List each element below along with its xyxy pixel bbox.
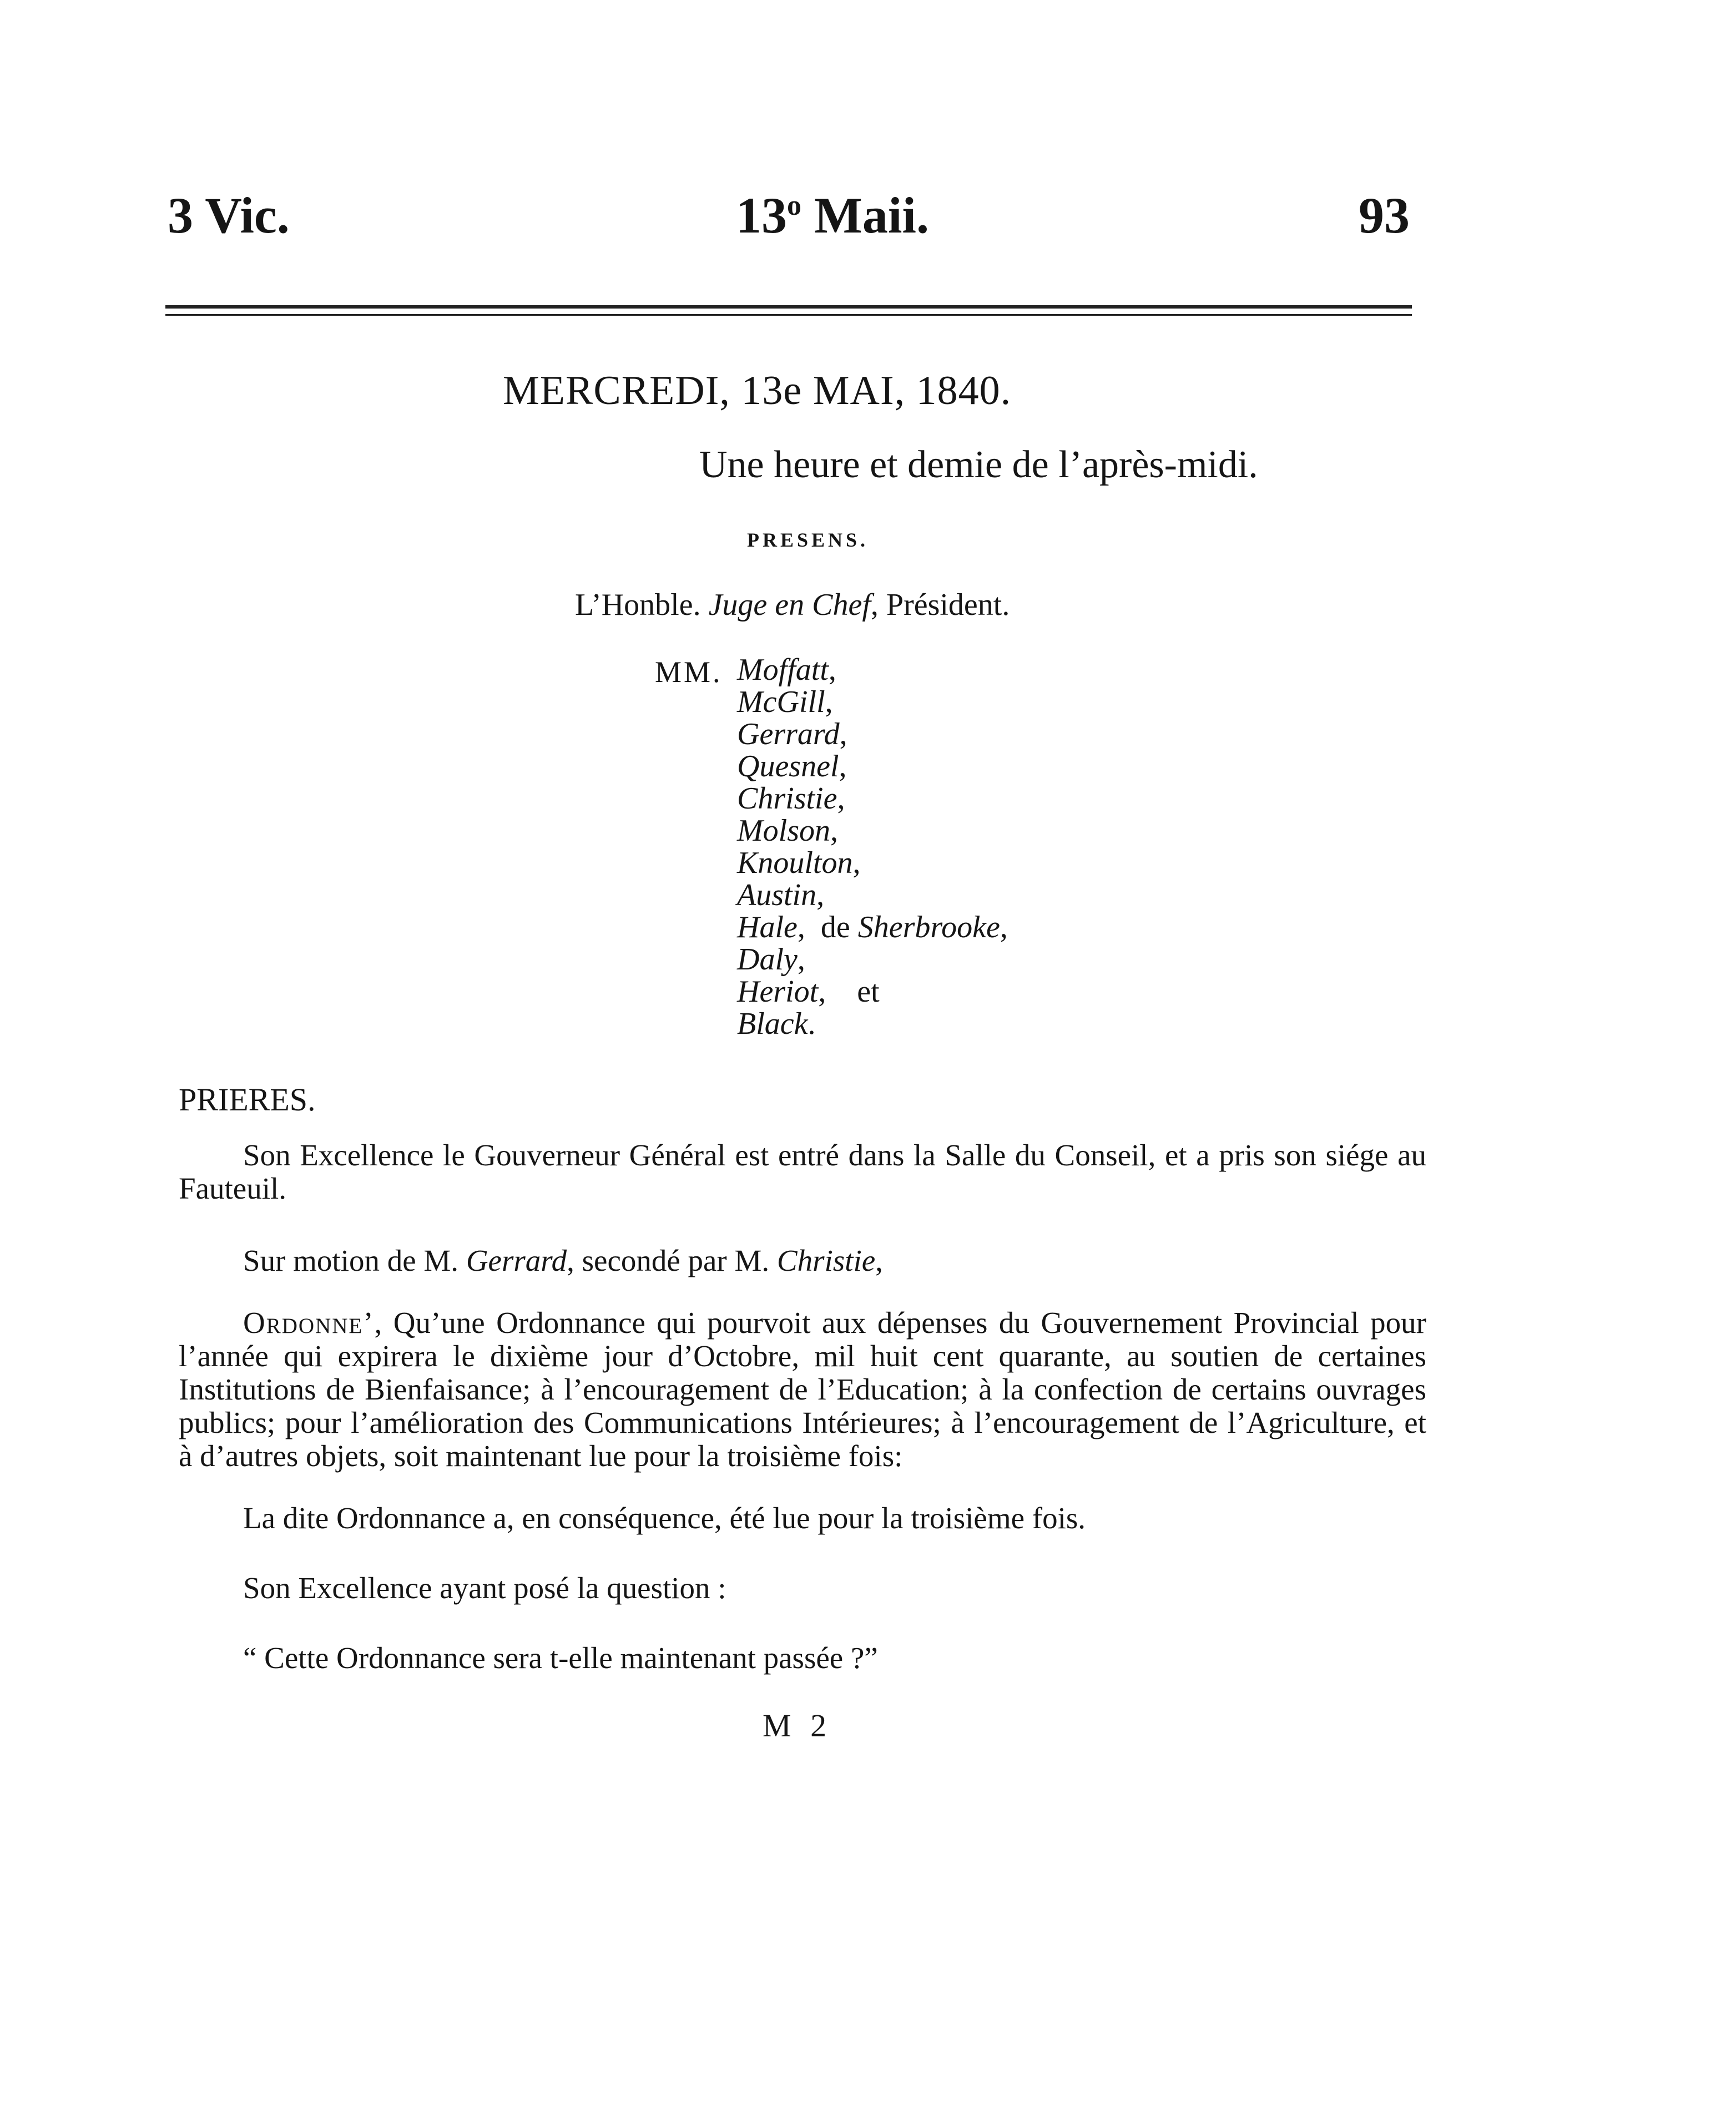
president-title: Juge en Chef bbox=[708, 588, 871, 622]
member-name: Christie bbox=[737, 781, 837, 816]
president-prefix: L’Honble. bbox=[575, 588, 709, 622]
member-name: McGill bbox=[737, 685, 825, 719]
member-entry bbox=[737, 1008, 1008, 1040]
header-rule-thick bbox=[165, 305, 1412, 309]
member-punct: , bbox=[816, 878, 825, 912]
member-punct: , bbox=[839, 749, 847, 784]
paragraph-motion bbox=[179, 1244, 1426, 1277]
member-name: Hale bbox=[737, 910, 798, 944]
motion-prefix: Sur motion de M. bbox=[243, 1244, 466, 1277]
member-name: Moffatt bbox=[737, 653, 829, 687]
member-punct: , bbox=[1000, 910, 1008, 944]
member-name: Heriot bbox=[737, 974, 819, 1009]
paragraph-text: La dite Ordonnance a, en conséquence, été lue pour la troisième fois. bbox=[243, 1501, 1086, 1535]
member-punct: , bbox=[828, 653, 836, 687]
running-head-left: 3 Vic. bbox=[168, 187, 290, 244]
member-punct: , bbox=[837, 781, 845, 816]
member-entry bbox=[737, 911, 1008, 943]
member-punct: , bbox=[830, 814, 838, 848]
member-name: Knoulton bbox=[737, 846, 853, 880]
member-entry bbox=[737, 718, 1008, 750]
member-entry bbox=[737, 654, 1008, 686]
member-punct: , bbox=[825, 685, 833, 719]
member-entry bbox=[737, 750, 1008, 782]
member-punct: , bbox=[852, 846, 861, 880]
member-entry bbox=[737, 847, 1008, 879]
page-number: 93 bbox=[1359, 187, 1410, 244]
motion-suffix: , bbox=[875, 1244, 883, 1277]
member-punct: , bbox=[839, 717, 847, 751]
member-punct: , de bbox=[797, 910, 858, 944]
member-entry bbox=[737, 815, 1008, 847]
running-head-ordinal: o bbox=[787, 190, 801, 221]
president-suffix: , Président. bbox=[870, 588, 1010, 622]
running-head-day: 13 bbox=[736, 187, 787, 244]
member-punct: , bbox=[797, 942, 805, 977]
paragraph-text: “ Cette Ordonnance sera t-elle maintenant passée ?” bbox=[243, 1641, 878, 1675]
member-entry bbox=[737, 976, 1008, 1008]
ordonne-lead: Ordonne’ bbox=[243, 1306, 375, 1340]
session-date: MERCREDI, 13e MAI, 1840. bbox=[503, 368, 1012, 413]
member-name: Gerrard bbox=[737, 717, 840, 751]
member-name: Molson bbox=[737, 814, 830, 848]
running-head-center bbox=[736, 187, 929, 244]
header-rule-thin bbox=[165, 314, 1412, 316]
member-entry bbox=[737, 782, 1008, 815]
session-time: Une heure et demie de l’après-midi. bbox=[699, 443, 1258, 486]
paragraph-text: Son Excellence le Gouverneur Général est entré dans la Salle du Conseil, et a pris son siége au Fauteuil. bbox=[179, 1138, 1426, 1205]
member-entry bbox=[737, 879, 1008, 911]
running-head-month: Maii. bbox=[801, 187, 929, 244]
member-place: Sherbrooke bbox=[857, 910, 1000, 944]
paragraph-question bbox=[179, 1641, 1426, 1675]
members-list bbox=[737, 654, 1008, 1040]
member-name: Daly bbox=[737, 942, 798, 977]
member-name: Austin bbox=[737, 878, 817, 912]
member-punct: , et bbox=[818, 974, 880, 1009]
paragraph-question-posed bbox=[179, 1572, 1426, 1605]
signature-mark: M 2 bbox=[763, 1707, 832, 1744]
paragraph-ordonne bbox=[179, 1306, 1426, 1473]
mover-name: Gerrard bbox=[466, 1244, 567, 1277]
paragraph-third-reading bbox=[179, 1502, 1426, 1535]
members-label: MM. bbox=[655, 655, 723, 689]
paragraph-text: Son Excellence ayant posé la question : bbox=[243, 1571, 726, 1605]
member-punct: . bbox=[808, 1007, 816, 1041]
member-entry bbox=[737, 943, 1008, 976]
member-name: Quesnel bbox=[737, 749, 839, 784]
seconder-name: Christie bbox=[776, 1244, 876, 1277]
president-line bbox=[575, 587, 1010, 623]
paragraph-text: , Qu’une Ordonnance qui pourvoit aux dépenses du Gouvernement Provincial pour l’année qui expirera le dixième jour d’Octobre, mil huit cent quarante, au soutien de certaines Institutions de Bienfaisance; à l’encouragement de l’Education; à la confection de certains ouvrages publics; pour l’amélioration des Communications Intérieures; à l’encouragement de l’Agriculture, et à d’autres objets, soit maintenant lue pour la troisième fois: bbox=[179, 1306, 1426, 1473]
paragraph-governor-seated bbox=[179, 1139, 1426, 1205]
member-entry bbox=[737, 686, 1008, 718]
motion-mid: , secondé par M. bbox=[567, 1244, 777, 1277]
presens-heading: PRESENS. bbox=[747, 529, 869, 551]
member-name: Black bbox=[737, 1007, 808, 1041]
prieres-heading: PRIERES. bbox=[179, 1082, 316, 1118]
